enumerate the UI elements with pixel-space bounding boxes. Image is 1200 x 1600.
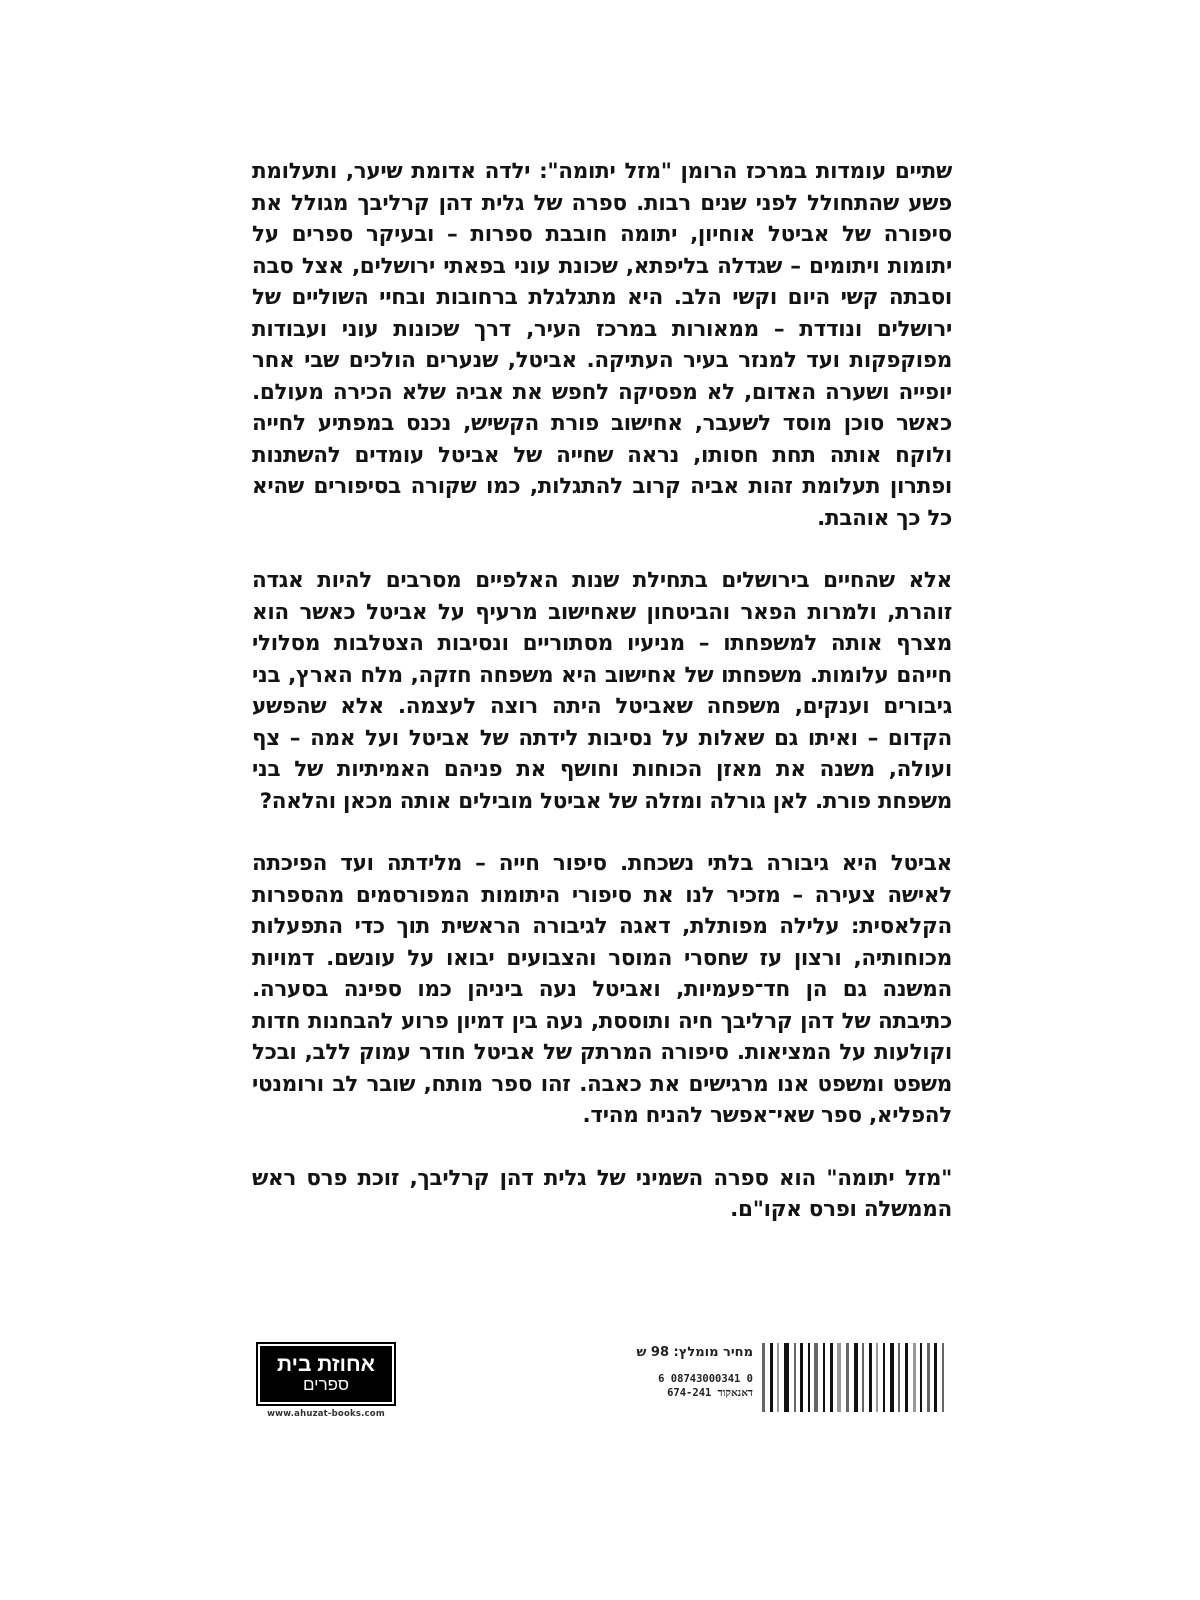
catalog-code: דאנאקוד 674-241 <box>667 1387 753 1399</box>
blurb-paragraph-3: אביטל היא גיבורה בלתי נשכחת. סיפור חייה – מלידתה ועד הפיכתה לאישה צעירה – מזכיר לנו את סיפורי היתומות המפורסמים מהספרות הקלאסית: עלילה מפותלת, דאגה לגיבורה הראשית תוך כדי התפעלות מכוחותיה, ורצון עז שחסרי המוסר והצבועים יבואו על עונשם. דמויות המשנה גם הן חד־פעמיות, ואביטל נעה ביניהן כמו ספינה בסערה. כתיבתה של דהן קרליבך חיה ותוססת, נעה בין דמיון פרוע להבחנות חדות וקולעות על המציאות. סיפורה המרתק של אביטל חודר עמוק ללב, ובכל משפט ומשפט אנו מרגישים את כאבה. זהו ספר מותח, שובר לב ורומנטי להפליא, ספר שאי־אפשר להניח מהיד. <box>252 851 952 1128</box>
blurb-paragraph-4: "מזל יתומה" הוא ספרה השמיני של גלית דהן קרליבך, זוכת פרס ראש הממשלה ופרס אקו"ם. <box>252 1165 952 1222</box>
barcode-number: 0 08743000341 6 <box>658 1373 753 1385</box>
blurb-paragraph-1: שתיים עומדות במרכז הרומן "מזל יתומה": ילדה אדומת שיער, ותעלומת פשע שהתחולל לפני שנים רבות. ספרה של גלית דהן קרליבך מגולל את סיפורה של אביטל אוחיון, יתומה חובבת ספרות – ובעיקר ספרים על יתומות ויתומים – שגדלה בליפתא, שכונת עוני בפאתי ירושלים, אצל סבה וסבתה קשי היום וקשי הלב. היא מתגלגלת ברחובות ובחיי השוליים של ירושלים ונודדת – ממאורות במרכז העיר, דרך שכונות עוני ועבודות מפוקפקות ועד למנזר בעיר העתיקה. אביטל, שנערים הולכים שבי אחר יופייה ושערה האדום, לא מפסיקה לחפש את אביה שלא הכירה מעולם. כאשר סוכן מוסד לשעבר, אחישוב פורת הקשיש, נכנס במפתיע לחייה ולוקח אותה תחת חסותו, נראה שחייה של אביטל עומדים להשתנות ופתרון תעלומת זהות אביה קרוב להתגלות, כמו שקורה בסיפורים שהיא כל כך אוהבת. <box>252 159 952 531</box>
blurb-paragraph-2: אלא שהחיים בירושלים בתחילת שנות האלפיים מסרבים להיות אגדה זוהרת, ולמרות הפאר והביטחון שאחישוב מרעיף על אביטל כאשר הוא מצרף אותה למשפחתו – מניעיו מסתוריים ונסיבות הצטלבות מסלולי חייהם עלומות. משפחתו של אחישוב היא משפחה חזקה, מלח הארץ, בני גיבורים וענקים, משפחה שאביטל היתה רוצה לעצמה. אלא שהפשע הקדום – ואיתו גם שאלות על נסיבות לידתה של אביטל ועל אמה – צף ועולה, משנה את מאזן הכוחות וחושף את פניהם האמיתיות של בני משפחת פורת. לאן גורלה ומזלה של אביטל מובילים אותה מכאן והלאה? <box>252 568 952 814</box>
barcode-block <box>588 1338 948 1418</box>
publisher-name: אחוזת בית <box>277 1353 375 1376</box>
price-label: מחיר מומלץ: 98 ש <box>636 1345 753 1360</box>
barcode-icon <box>762 1343 944 1412</box>
blurb-text <box>252 156 952 1226</box>
publisher-logo <box>256 1342 396 1406</box>
publisher-logo-block <box>256 1342 396 1419</box>
price-info <box>637 1344 753 1400</box>
publisher-url: www.ahuzat-books.com <box>267 1409 385 1419</box>
publisher-subtitle: ספרים <box>302 1375 350 1394</box>
